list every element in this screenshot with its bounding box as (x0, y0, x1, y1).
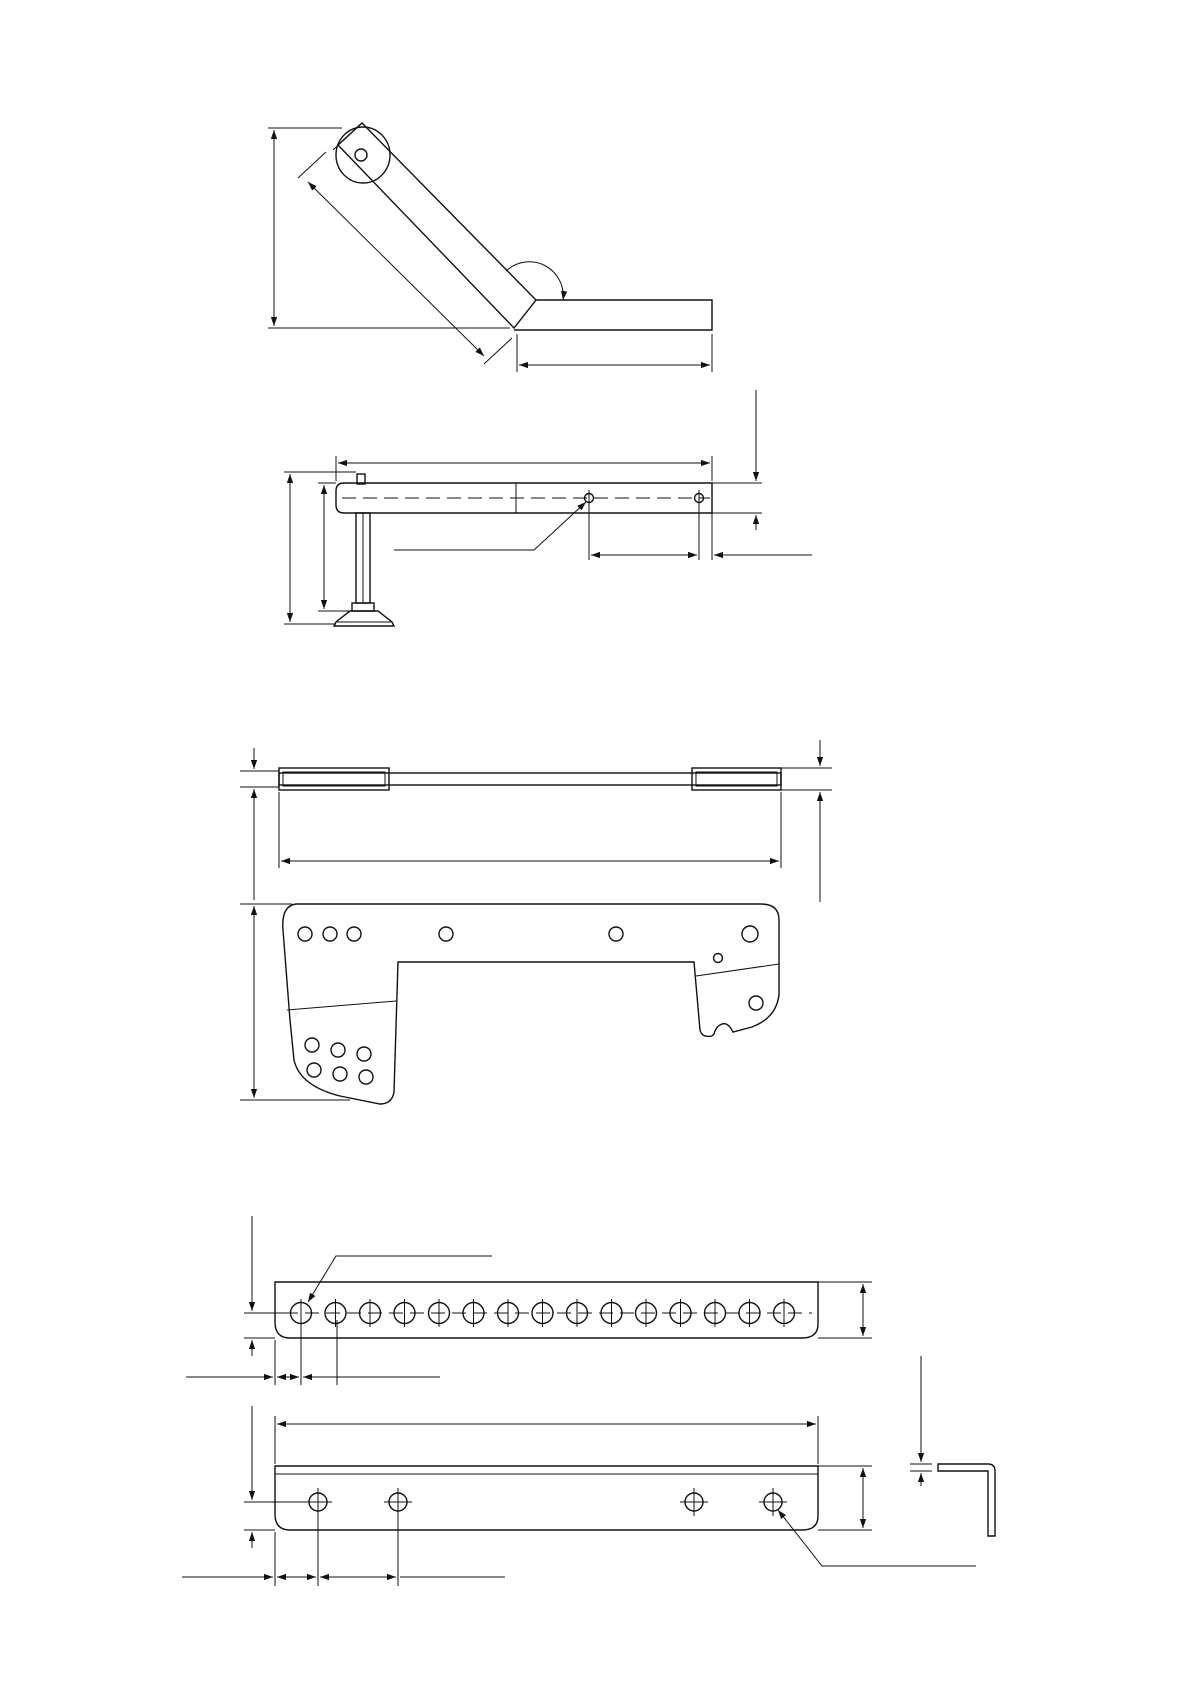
leveling-foot (334, 611, 394, 626)
tilted-arm-figure (268, 123, 712, 372)
lock-nut (352, 603, 374, 611)
strip-hole-leader (308, 1256, 492, 1302)
right-bend-line (696, 964, 779, 976)
angle-section-profile (938, 1464, 995, 1536)
flat-bar (279, 773, 781, 785)
angle-strip-holes (304, 1488, 787, 1516)
left-bend-line (287, 1001, 396, 1010)
plate-hole (609, 927, 623, 941)
inclined-arm (338, 123, 536, 328)
plate-hole (347, 927, 361, 941)
angle-arc (506, 262, 563, 300)
angle-strip-figure (182, 1406, 976, 1586)
hole-leader (394, 502, 586, 550)
plate-hole (307, 1063, 321, 1077)
right-end-block (692, 768, 781, 790)
plate-hole (749, 996, 763, 1010)
plate-hole-small (714, 954, 723, 963)
plate-hole (331, 1043, 345, 1057)
plate-hole (742, 926, 758, 942)
left-end-block (279, 768, 389, 790)
plate-hole (359, 1070, 373, 1084)
strip-holes (291, 1299, 795, 1327)
plate-hole (333, 1067, 347, 1081)
plate-hole (305, 1038, 319, 1052)
plate-hole (298, 927, 312, 941)
l-plate-figure (240, 904, 779, 1104)
angle-section-figure (910, 1356, 995, 1536)
angle-strip-outline (275, 1466, 818, 1530)
angle-hole-leader (778, 1510, 976, 1566)
plate-hole (439, 927, 453, 941)
pivot-hole (355, 149, 367, 161)
leveling-arm-figure (284, 390, 812, 626)
plate-hole (357, 1047, 371, 1061)
perforated-strip-figure (186, 1216, 872, 1385)
flat-bracket-figure (240, 740, 832, 902)
pulley-wheel (336, 127, 390, 183)
plate-hole (323, 927, 337, 941)
perforated-strip-outline (275, 1282, 818, 1338)
horizontal-arm (514, 300, 712, 330)
